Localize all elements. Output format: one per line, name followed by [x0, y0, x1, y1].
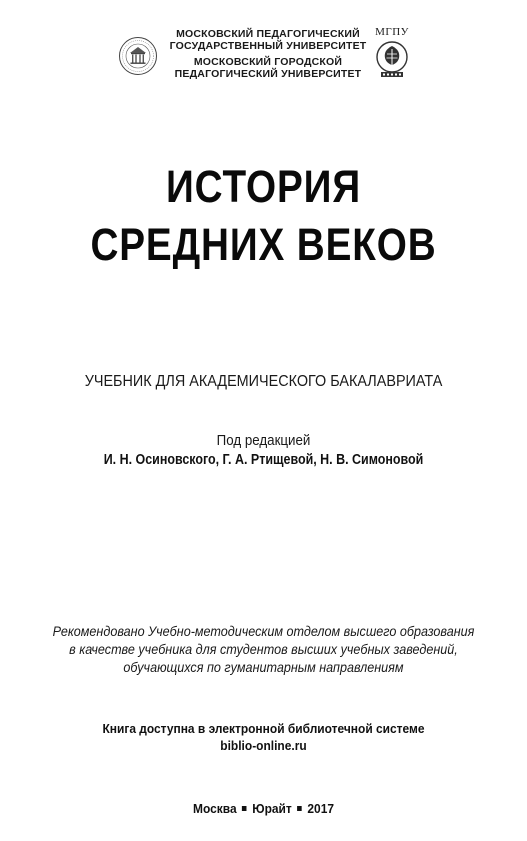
publisher-header [0, 0, 527, 90]
mgpu-logo-text: МГПУ [375, 26, 409, 38]
library-availability [21, 720, 506, 754]
university-1-line-2: ГОСУДАРСТВЕННЫЙ УНИВЕРСИТЕТ [169, 40, 367, 52]
book-title-line-2: СРЕДНИХ ВЕКОВ [90, 219, 437, 270]
library-line-1: Книга доступна в электронной библиотечной системе [102, 721, 425, 736]
imprint [21, 800, 506, 817]
university-1-line-1: МОСКОВСКИЙ ПЕДАГОГИЧЕСКИЙ [176, 28, 360, 40]
university-names [168, 28, 368, 80]
library-url: biblio-online.ru [220, 738, 307, 753]
university-2-line-2: ПЕДАГОГИЧЕСКИЙ УНИВЕРСИТЕТ [174, 68, 362, 80]
imprint-publisher: Юрайт [252, 801, 292, 816]
imprint-city: Москва [193, 801, 237, 816]
university-2-line-1: МОСКОВСКИЙ ГОРОДСКОЙ [193, 56, 343, 68]
book-title [37, 158, 490, 274]
mpgu-emblem-icon [118, 36, 158, 76]
recommendation-line-1: Рекомендовано Учебно-методическим отделом высшего образования [52, 623, 475, 639]
separator-square-icon [297, 806, 302, 811]
recommendation-text [26, 622, 500, 676]
book-subtitle: УЧЕБНИК ДЛЯ АКАДЕМИЧЕСКОГО БАКАЛАВРИАТА [84, 373, 443, 390]
book-title-line-1: ИСТОРИЯ [165, 161, 362, 212]
recommendation-line-3: обучающихся по гуманитарным направлениям [123, 659, 404, 675]
mgpu-emblem-icon [375, 40, 409, 80]
imprint-year: 2017 [307, 801, 334, 816]
editors-names: И. Н. Осиновского, Г. А. Ртищевой, Н. В. Симоновой [103, 452, 424, 468]
mgpu-logo [372, 26, 412, 82]
recommendation-line-2: в качестве учебника для студентов высших учебных заведений, [69, 641, 458, 657]
separator-square-icon [242, 806, 247, 811]
editors-label: Под редакцией [216, 433, 311, 449]
